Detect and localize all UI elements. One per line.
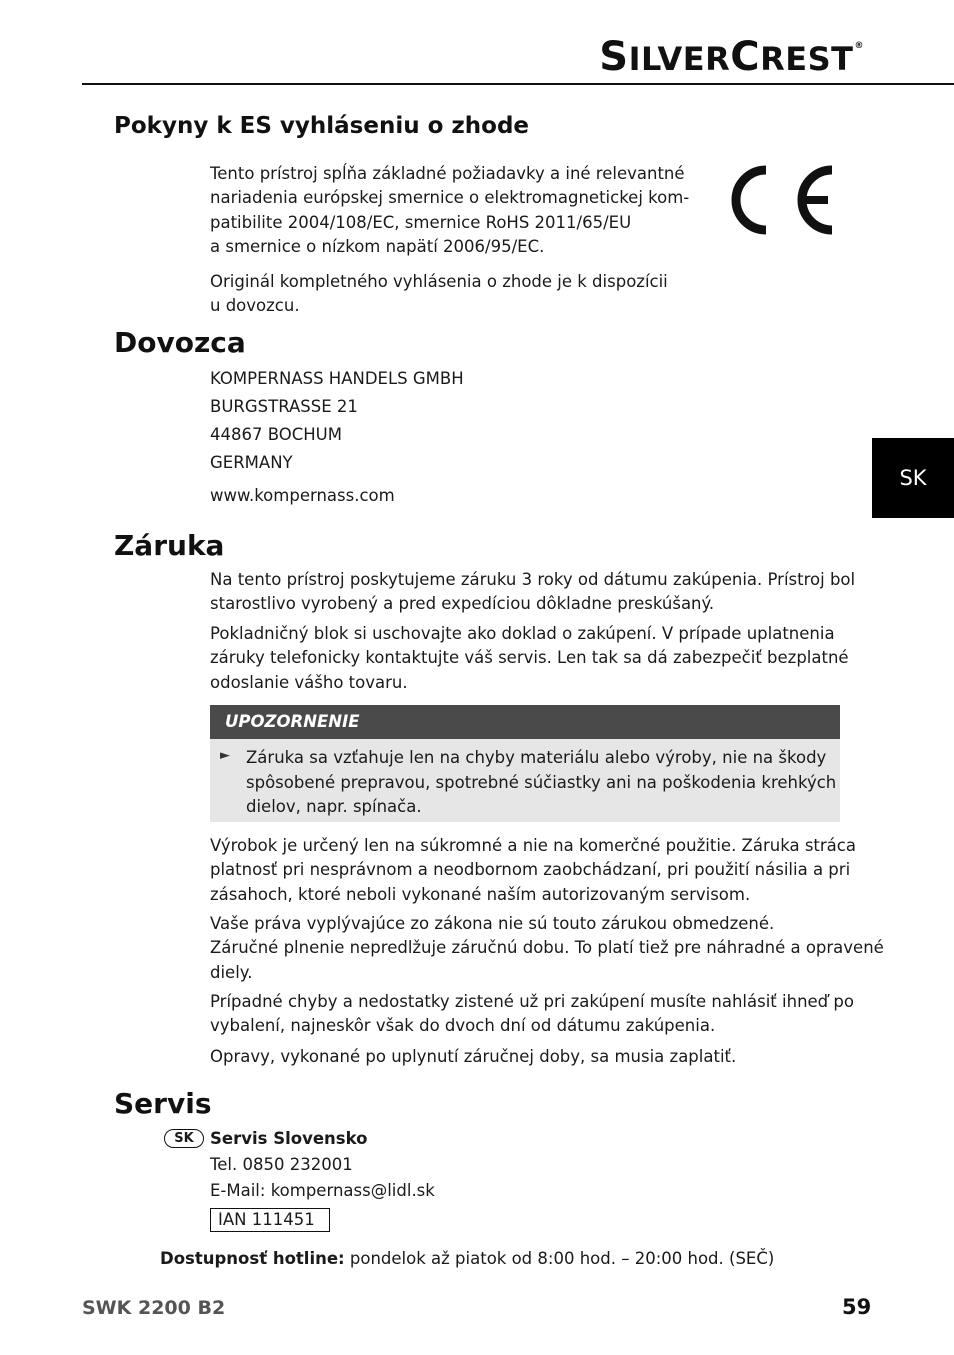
service-title: Servis — [114, 1087, 212, 1120]
service-email: E-Mail: kompernass@lidl.sk — [210, 1181, 435, 1200]
declaration-title: Pokyny k ES vyhláseniu o zhode — [114, 113, 530, 139]
header-divider — [82, 83, 954, 85]
declaration-para-2: Originál kompletného vyhlásenia o zhode je k dispozícii u dovozcu. — [210, 272, 668, 316]
warranty-para-1: Na tento prístroj poskytujeme záruku 3 roky od dátumu zakúpenia. Prístroj bol starostlivo vyrobený a pred expedíciou dôkladne preskúšaný. — [210, 570, 856, 614]
warning-text: Záruka sa vzťahuje len na chyby materiálu alebo výroby, nie na škody spôsobené prepravou, spotrebné súčiastky ani na poškodenia krehkých dielov, napr. spínača. — [246, 748, 837, 816]
declaration-para-1: Tento prístroj spĺňa základné požiadavky a iné relevantné nariadenia európskej smernice o elektromagnetickej kom- patibilite 2004/108/EC, smernice RoHS 2011/65/EU a smernice o nízkom napätí 2006/95/EC. — [210, 164, 690, 256]
ian-number: IAN 111451 — [210, 1208, 330, 1232]
hotline-hours: pondelok až piatok od 8:00 hod. – 20:00 hod. (SEČ) — [349, 1249, 775, 1268]
importer-title: Dovozca — [114, 326, 246, 359]
warranty-title: Záruka — [114, 529, 225, 562]
hotline-label: Dostupnosť hotline: — [160, 1249, 345, 1268]
warning-heading: UPOZORNENIE — [210, 705, 840, 739]
importer-address: KOMPERNASS HANDELS GMBH BURGSTRASSE 21 44867 BOCHUM GERMANY — [210, 369, 464, 472]
page-number: 59 — [842, 1295, 872, 1319]
brand-logo: SILVERCREST® — [599, 34, 864, 80]
service-name: Servis Slovensko — [210, 1129, 368, 1148]
language-tab: SK — [872, 438, 954, 518]
warranty-para-2: Pokladničný blok si uschovajte ako doklad o zakúpení. V prípade uplatnenia záruky telefonicky kontaktujte váš servis. Len tak sa dá zabezpečiť bezplatné odoslanie vášho tovaru. — [210, 624, 849, 692]
warranty-para-6: Opravy, vykonané po uplynutí záručnej doby, sa musia zaplatiť. — [210, 1047, 737, 1066]
footer-model: SWK 2200 B2 — [82, 1297, 226, 1319]
ce-mark-icon — [730, 164, 838, 236]
hotline-info — [160, 1247, 774, 1271]
warranty-para-3: Výrobok je určený len na súkromné a nie na komerčné použitie. Záruka stráca platnosť pri nesprávnom a neodbornom zaobchádzaní, pri použití násilia a pri zásahoch, ktoré neboli vykonané naším autorizovaným servisom. — [210, 836, 856, 904]
service-phone: Tel. 0850 232001 — [210, 1155, 353, 1174]
country-badge: SK — [164, 1129, 204, 1148]
warranty-para-4: Vaše práva vyplývajúce zo zákona nie sú touto zárukou obmedzené. Záručné plnenie nepredlžuje záručnú dobu. To platí tiež pre náhradné a opravené diely. — [210, 914, 884, 982]
bullet-arrow-icon: ► — [220, 748, 230, 763]
warranty-para-5: Prípadné chyby a nedostatky zistené už pri zakúpení musíte nahlásiť ihneď po vybalení, najneskôr však do dvoch dní od dátumu zakúpenia. — [210, 992, 854, 1036]
importer-website: www.kompernass.com — [210, 486, 395, 505]
